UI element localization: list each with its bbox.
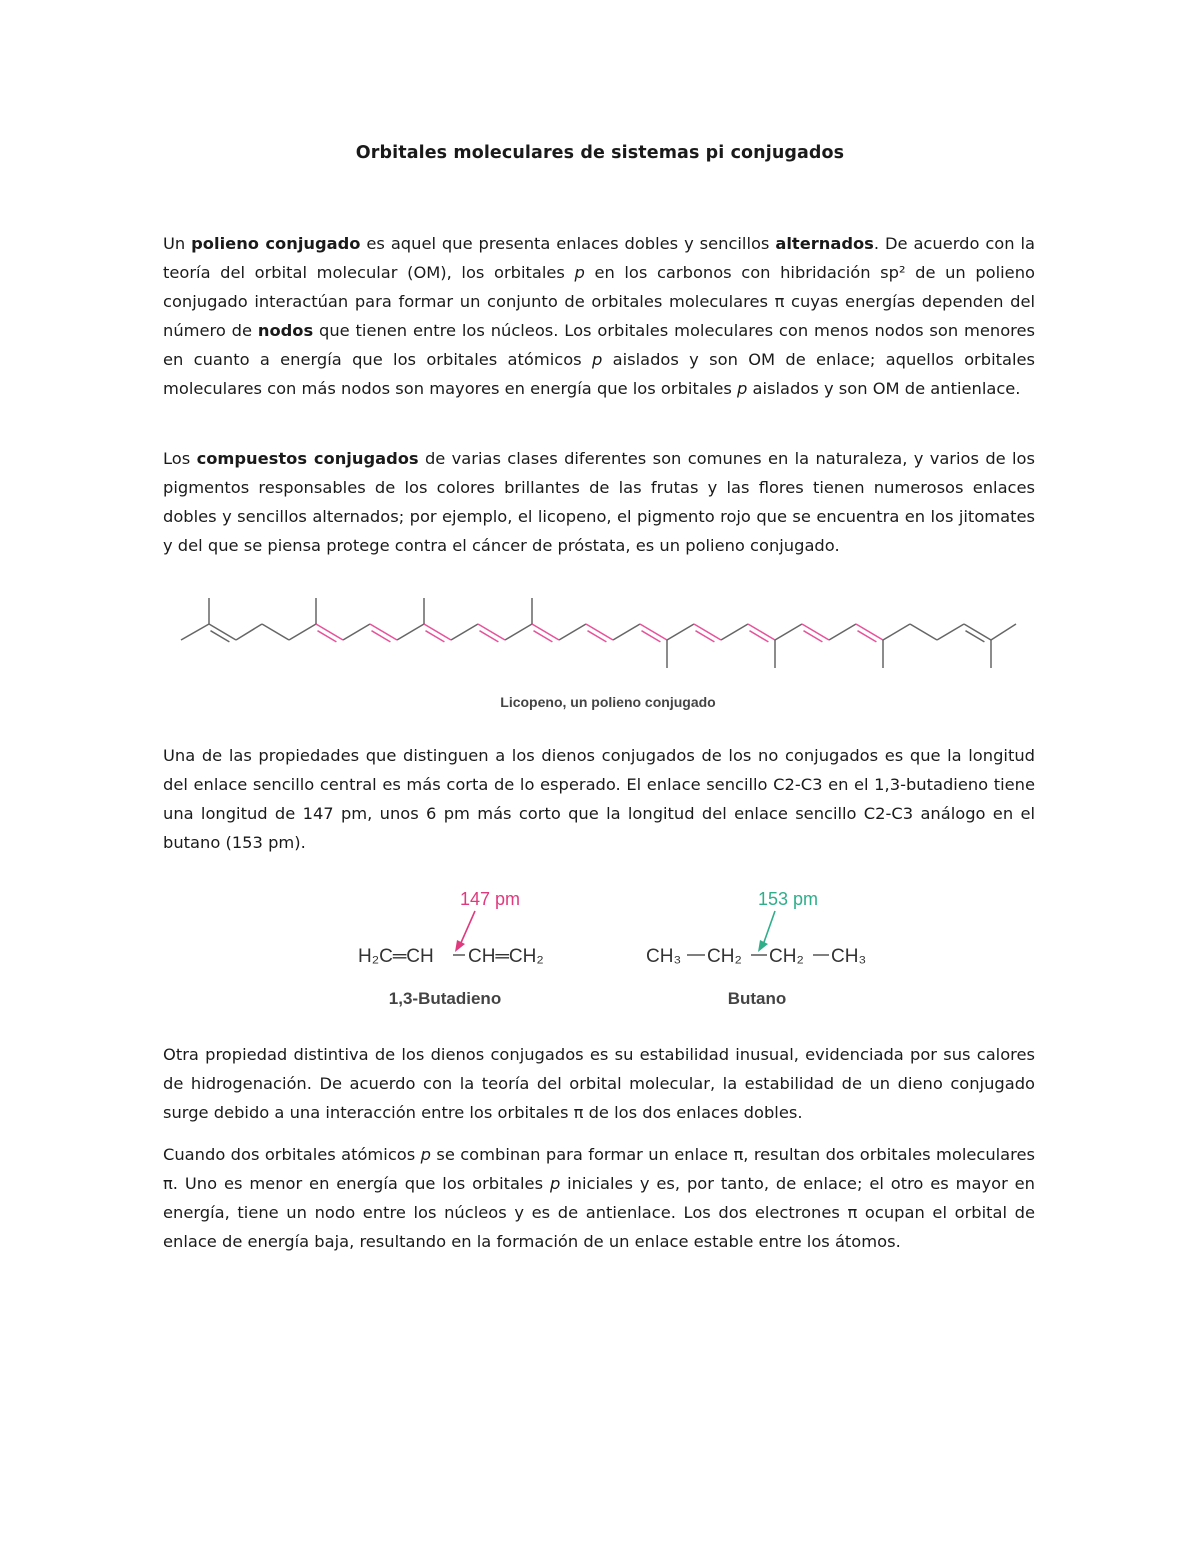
text-span: Los (163, 449, 197, 468)
butane-ch3-right: CH₃ (831, 946, 867, 967)
butane-name: Butano (727, 989, 787, 1008)
text-span: se combinan para formar un enlace π, resultan dos orbitales moleculares π. Uno es menor en energía que los orbitales (163, 1145, 1035, 1193)
text-span: iniciales y es, por tanto, de enlace; el otro es mayor en energía, tiene un nodo entre los núcleos y es de antienlace. Los dos electrones π ocupan el orbital de enlace de energía baja, resultando en la formación de un enlace estable entre los átomos. (163, 1174, 1035, 1251)
bold-term: compuestos conjugados (196, 449, 419, 468)
butadiene-formula-left: H₂C═CH (358, 946, 434, 967)
bold-term: alternados (775, 234, 874, 253)
text-span: de varias clases diferentes son comunes en la naturaleza, y varios de los pigmentos responsables de los colores brillantes de las frutas y las flores tienen numerosos enlaces dobles y sencillos alternados; por ejemplo, el licopeno, el pigmento rojo que se encuentra en los jitomates y del que se piensa protege contra el cáncer de próstata, es un polieno conjugado. (163, 449, 1035, 555)
text-span: es aquel que presenta enlaces dobles y sencillos (360, 234, 776, 253)
italic-term: p (574, 263, 585, 282)
text-span: . De acuerdo con la teoría del orbital molecular (OM), los orbitales (163, 234, 1035, 282)
text-span: en los carbonos con hibridación sp² de un polieno conjugado interactúan para formar un conjunto de orbitales moleculares π cuyas energías dependen del número de (163, 263, 1035, 340)
text-span: Un (163, 234, 192, 253)
bold-term: polieno conjugado (191, 234, 361, 253)
text-span: aislados y son OM de antienlace. (747, 379, 1021, 398)
butadiene-structure (358, 889, 544, 1008)
text-span: aislados y son OM de enlace; aquellos orbitales moleculares con más nodos son mayores en energía que los orbitales (163, 350, 1035, 398)
butadiene-bond-length-label: 147 pm (459, 889, 521, 909)
italic-term: p (591, 350, 603, 369)
butadiene-arrowhead (455, 940, 465, 952)
text-span: Cuando dos orbitales atómicos (163, 1145, 421, 1164)
butane-structure (646, 889, 866, 1008)
lycopene-caption: Licopeno, un polieno conjugado (500, 694, 716, 710)
butane-ch2-left: CH₂ (707, 946, 742, 967)
italic-term: p (737, 379, 748, 398)
butadiene-name: 1,3-Butadieno (388, 989, 502, 1008)
butane-arrowhead (758, 940, 768, 952)
paragraph-pi-orbitals (163, 1140, 1035, 1256)
butane-ch2-right: CH₂ (769, 946, 804, 967)
butane-arrow (763, 911, 775, 945)
butane-ch3-left: CH₃ (646, 946, 682, 967)
paragraph-bond-length: Una de las propiedades que distinguen a los dienos conjugados de los no conjugados es que la longitud del enlace sencillo central es más corta de lo esperado. El enlace sencillo C2-C3 en el 1,3-butadieno tiene una longitud de 147 pm, unos 6 pm más corto que la longitud del enlace sencillo C2-C3 análogo en el butano (153 pm). (163, 746, 1035, 852)
italic-term: p (420, 1145, 431, 1164)
italic-term: p (549, 1174, 561, 1193)
page-title: Orbitales moleculares de sistemas pi conjugados (355, 143, 845, 163)
text-span: que tienen entre los núcleos. Los orbitales moleculares con menos nodos son menores en cuanto a energía que los orbitales atómicos (163, 321, 1035, 369)
butadiene-arrow (460, 911, 475, 945)
bold-term: nodos (257, 321, 314, 340)
butadiene-formula-right: CH═CH₂ (468, 946, 544, 967)
paragraph-stability: Otra propiedad distintiva de los dienos conjugados es su estabilidad inusual, evidenciada por sus calores de hidrogenación. De acuerdo con la teoría del orbital molecular, la estabilidad de un dieno conjugado surge debido a una interacción entre los orbitales π de los dos enlaces dobles. (163, 1045, 1035, 1122)
butane-bond-length-label: 153 pm (757, 889, 819, 909)
